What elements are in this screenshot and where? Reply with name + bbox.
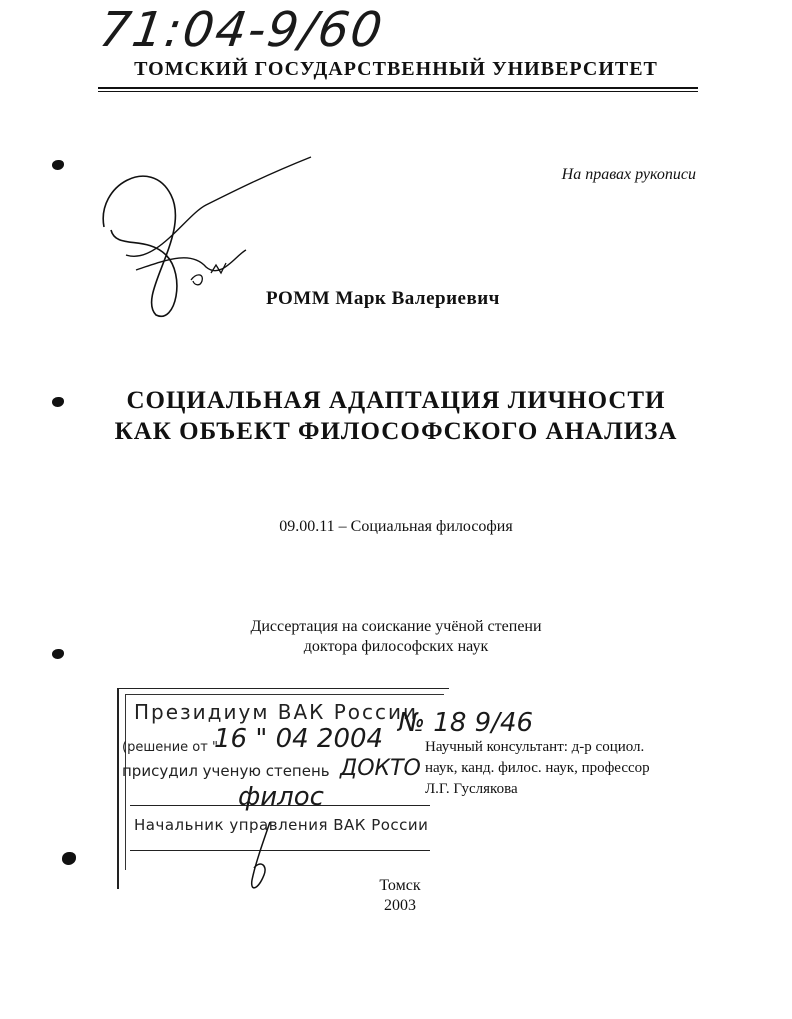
city: Томск: [379, 877, 421, 894]
punch-hole: [52, 397, 64, 407]
header-rule: [98, 87, 698, 89]
consultant-line-3: Л.Г. Гуслякова: [425, 781, 518, 797]
scientific-consultant: [425, 737, 650, 800]
stamp-rule: [130, 850, 430, 851]
specialty-code: 09.00.11 – Социальная философия: [279, 518, 513, 535]
year: 2003: [384, 897, 416, 914]
stamp-degree-awarded: присудил ученую степень: [122, 762, 330, 780]
stamp-decision-date-label: (решение от ": [122, 740, 218, 755]
handwritten-field: филос: [238, 782, 324, 812]
degree-line-2: доктора философских наук: [303, 638, 489, 655]
header-rule-thin: [98, 91, 698, 92]
degree-statement: [96, 617, 696, 657]
punch-hole: [62, 852, 76, 865]
rights-note: На правах рукописи: [561, 166, 696, 183]
stamp-head-of-department: Начальник управления ВАК России: [134, 816, 429, 834]
punch-hole: [52, 160, 64, 170]
stamp-signature: [240, 820, 280, 900]
degree-line-1: Диссертация на соискание учёной степени: [250, 618, 542, 635]
handwritten-decision-number: № 18 9/46: [398, 708, 534, 738]
handwritten-archive-code: 71:04-9/60: [96, 2, 388, 58]
title-line-1: СОЦИАЛЬНАЯ АДАПТАЦИЯ ЛИЧНОСТИ: [126, 387, 666, 414]
title-line-2: КАК ОБЪЕКТ ФИЛОСОФСКОГО АНАЛИЗА: [114, 418, 678, 445]
consultant-line-1: Научный консультант: д-р социол.: [425, 739, 645, 755]
university-name: ТОМСКИЙ ГОСУДАРСТВЕННЫЙ УНИВЕРСИТЕТ: [134, 58, 658, 80]
punch-hole: [52, 649, 64, 659]
city-and-year: [340, 876, 460, 916]
handwritten-degree: ДОКТО: [340, 756, 421, 781]
author-name: РОММ Марк Валериевич: [266, 288, 500, 309]
consultant-line-2: наук, канд. филос. наук, профессор: [425, 760, 650, 776]
dissertation-title: [96, 385, 696, 447]
stamp-presidium: Президиум ВАК России: [134, 700, 419, 724]
handwritten-decision-date: 16 " 04 2004: [214, 724, 384, 754]
